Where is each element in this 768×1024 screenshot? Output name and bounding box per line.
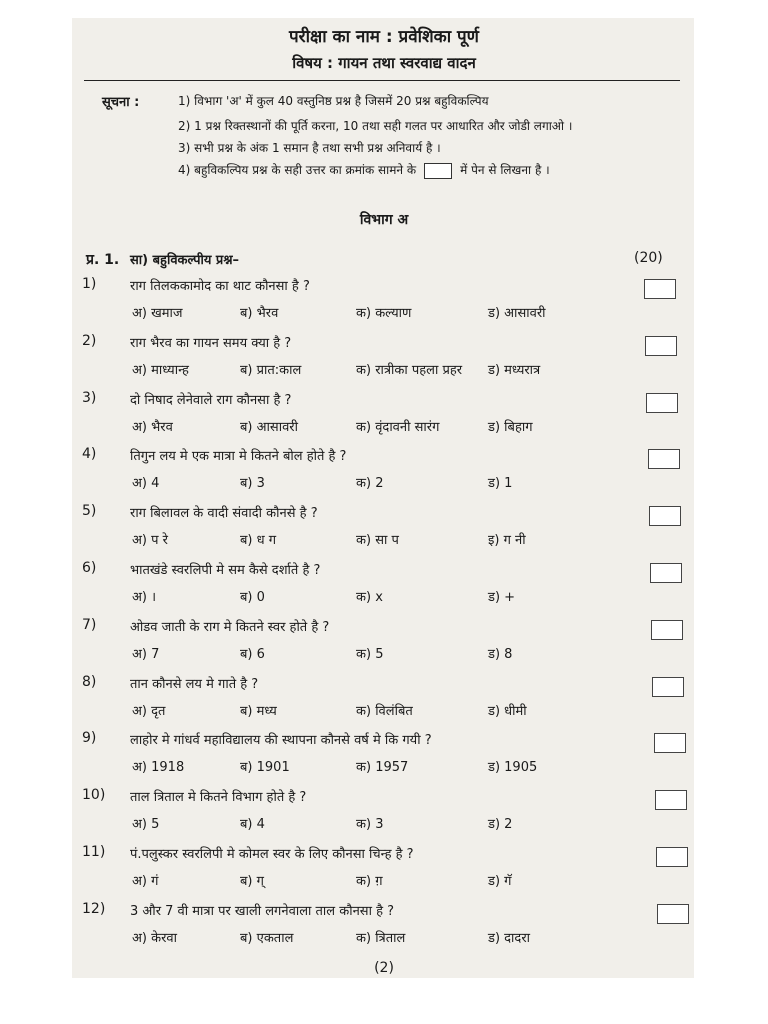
answer-box[interactable] [644,279,676,299]
question-group-number: प्र. 1. [86,252,120,268]
option-label: अ) भैरव [132,420,173,435]
option-label: ब) भैरव [240,306,279,321]
exam-title: परीक्षा का नाम : प्रवेशिका पूर्ण [289,27,479,47]
option-label: क) रात्रीका पहला प्रहर [356,363,463,378]
question-text: राग भैरव का गायन समय क्या है ? [130,336,292,351]
page-number: (2) [374,960,394,976]
question-number: 7) [82,617,97,633]
option-label: ब) प्रात:काल [240,363,302,378]
option-label: क) वृंदावनी सारंग [356,420,440,435]
question-group-title: सा) बहुविकल्पीय प्रश्न– [130,253,240,268]
option-label: ड) 1905 [488,760,538,775]
option-label: इ) ग नी [488,533,526,548]
answer-box[interactable] [652,677,684,697]
marks-label: (20) [634,250,663,266]
option-label: ड) 1 [488,476,513,491]
option-label: अ) दृत [132,704,166,719]
option-label: क) विलंबित [356,704,413,719]
option-label: ब) एकताल [240,931,294,946]
option-label: अ) माध्यान्ह [132,363,189,378]
option-label: अ) प रे [132,533,168,548]
option-label: ब) 1901 [240,760,290,775]
option-label: अ) 1918 [132,760,185,775]
answer-box[interactable] [649,506,681,526]
question-number: 1) [82,276,97,292]
question-text: दो निषाद लेनेवाले राग कौनसा है ? [130,393,292,408]
question-number: 2) [82,333,97,349]
option-label: ड) मध्यरात्र [488,363,541,378]
answer-box[interactable] [656,847,688,867]
option-label: क) सा प [356,533,399,548]
option-label: अ) गं [132,874,159,889]
notice-label: सूचना : [102,95,140,110]
option-label: ड) आसावरी [488,306,546,321]
question-number: 11) [82,844,106,860]
option-label: क) 2 [356,476,384,491]
option-label: क) 3 [356,817,384,832]
question-number: 8) [82,674,97,690]
answer-box-sample [424,163,452,179]
notice-item-4-start: 4) बहुविकल्पिय प्रश्न के सही उत्तर का क्रमांक सामने के [178,163,417,177]
option-label: ड) 8 [488,647,513,662]
option-label: अ) । [132,590,157,605]
notice-item [178,161,550,179]
option-label: अ) केरवा [132,931,178,946]
notice-item: 1) विभाग 'अ' में कुल 40 वस्तुनिष्ठ प्रश्न है जिसमें 20 प्रश्न बहुविकल्पिय [178,94,489,108]
question-text: राग बिलावल के वादी संवादी कौनसे है ? [130,506,318,521]
option-label: क) 5 [356,647,384,662]
answer-box[interactable] [654,733,686,753]
option-label: क) ग़ [356,874,383,889]
option-label: ब) ध ग [240,533,277,548]
answer-box[interactable] [651,620,683,640]
option-label: ब) आसावरी [240,420,298,435]
option-label: क) त्रिताल [356,931,406,946]
option-label: क) कल्याण [356,306,412,321]
answer-box[interactable] [645,336,677,356]
question-text: तिगुन लय मे एक मात्रा मे कितने बोल होते है ? [130,449,347,464]
answer-box[interactable] [655,790,687,810]
option-label: ड) 2 [488,817,513,832]
option-label: क) x [356,590,383,605]
option-label: अ) खमाज [132,306,183,321]
answer-box[interactable] [646,393,678,413]
question-number: 4) [82,446,97,462]
option-label: ड) दादरा [488,931,531,946]
question-number: 9) [82,730,97,746]
question-number: 6) [82,560,97,576]
answer-box[interactable] [657,904,689,924]
notice-item: 3) सभी प्रश्न के अंक 1 समान है तथा सभी प्रश्न अनिवार्य है । [178,141,441,155]
option-label: ब) 0 [240,590,265,605]
option-label: ड) + [488,590,516,605]
notice-item-4-end: में पेन से लिखना है । [460,163,550,177]
question-text: 3 और 7 वी मात्रा पर खाली लगनेवाला ताल कौनसा है ? [130,904,395,919]
question-number: 12) [82,901,106,917]
option-label: ब) 4 [240,817,265,832]
question-text: भातखंडे स्वरलिपी मे सम कैसे दर्शाते है ? [130,563,321,578]
option-label: क) 1957 [356,760,409,775]
question-text: ताल त्रिताल मे कितने विभाग होते है ? [130,790,307,805]
question-number: 3) [82,390,97,406]
option-label: ब) 6 [240,647,265,662]
question-text: पं.पलुस्कर स्वरलिपी मे कोमल स्वर के लिए कौनसा चिन्ह है ? [130,847,414,862]
question-text: ओडव जाती के राग मे कितने स्वर होते है ? [130,620,330,635]
question-number: 10) [82,787,106,803]
option-label: अ) 5 [132,817,160,832]
option-label: अ) 7 [132,647,160,662]
answer-box[interactable] [648,449,680,469]
option-label: ड) बिहाग [488,420,533,435]
question-number: 5) [82,503,97,519]
answer-box[interactable] [650,563,682,583]
option-label: अ) 4 [132,476,160,491]
question-text: लाहोर मे गांधर्व महाविद्यालय की स्थापना कौनसे वर्ष मे कि गयी ? [130,733,432,748]
subject-title: विषय : गायन तथा स्वरवाद्य वादन [292,54,476,72]
notice-item: 2) 1 प्रश्न रिक्तस्थानों की पूर्ति करना, 10 तथा सही गलत पर आधारित और जोडी लगाओ । [178,119,573,133]
option-label: ड) गॅ [488,874,512,889]
divider [84,80,680,81]
option-label: ड) धीमी [488,704,527,719]
option-label: ब) ग् [240,874,264,889]
option-label: ब) 3 [240,476,265,491]
option-label: ब) मध्य [240,704,277,719]
section-title: विभाग अ [359,212,409,228]
question-text: राग तिलककामोद का थाट कौनसा है ? [130,279,310,294]
question-text: तान कौनसे लय मे गाते है ? [130,677,259,692]
